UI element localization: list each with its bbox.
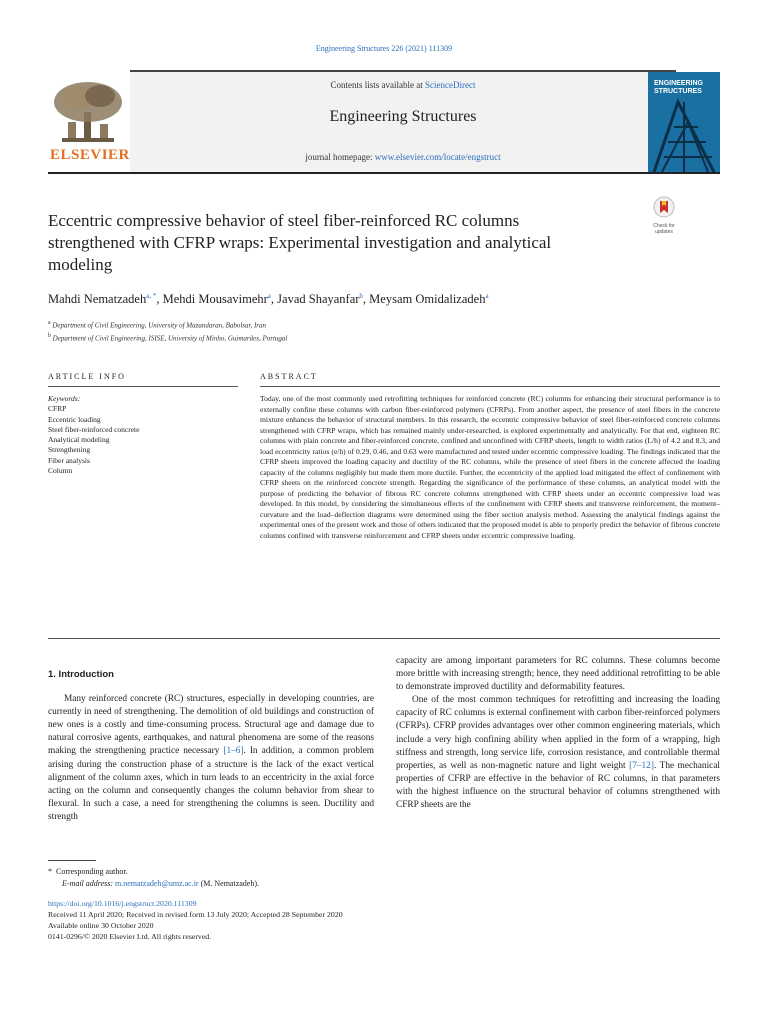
author-name: Mehdi Mousavimehr <box>162 292 268 307</box>
right-column <box>396 655 720 812</box>
email-owner: (M. Nematzadeh). <box>198 879 260 888</box>
keyword: Column <box>48 466 73 476</box>
citation-link[interactable]: [7–12] <box>629 760 654 771</box>
sciencedirect-link[interactable]: ScienceDirect <box>425 80 476 90</box>
author-affiliation-mark[interactable]: b <box>359 292 363 300</box>
author-affiliation-mark[interactable]: a <box>267 292 271 300</box>
paragraph-text: . In addition, a common problem arising during the construction phase of a structure is the lack of the exact vertical alignment of the column axes, which in turn leads to an eccentricity in the axial force acting on the column and consequently changes the column behavior from shear to flexural. In such a case, a need for strengthening the columns is seen. Ductility and strength <box>48 746 374 822</box>
footnote-text: Corresponding author. <box>56 867 128 876</box>
contents-prefix: Contents lists available at <box>330 80 425 90</box>
author[interactable] <box>277 292 363 306</box>
paragraph-text: One of the most common techniques for retrofitting and increasing the loading capacity of RC columns is external confinement with carbon fiber-reinforced polymers (CFRPs). CFRP provides advantages over other common engineering materials, which include a very high confining ability when applied in the form of a wrapping, high stiffness and strength, long service life, corrosion resistance, and controllable thermal properties, as well as non-magnetic nature and light weight <box>396 695 720 771</box>
corresponding-author-note <box>48 866 378 878</box>
elsevier-tree-icon <box>48 78 128 148</box>
journal-homepage <box>130 152 676 162</box>
author-affiliation-mark[interactable]: a, * <box>146 292 157 300</box>
keyword: Eccentric loading <box>48 414 101 424</box>
homepage-link[interactable]: www.elsevier.com/locate/engstruct <box>374 152 501 162</box>
intro-paragraph <box>48 693 374 824</box>
author-name: Meysam Omidalizadeh <box>369 292 486 307</box>
available-online: Available online 30 October 2020 <box>48 921 154 930</box>
masthead-rule <box>48 172 720 174</box>
author-name: Javad Shayanfar <box>277 292 360 307</box>
journal-citation[interactable]: Engineering Structures 226 (2021) 111309 <box>315 44 453 53</box>
contents-line <box>130 80 676 90</box>
intro-paragraph <box>396 694 720 812</box>
email-note <box>48 878 378 890</box>
paragraph-text: . The mechanical properties of CFRP are effective in the behavior of RC columns, in that parameters with the highest influence on the structural behavior of columns strengthened with CFRP sheets are the <box>396 760 720 811</box>
publication-info <box>48 898 720 942</box>
abstract-rule <box>260 386 720 387</box>
intro-paragraph: capacity are among important parameters for RC columns. These columns become more brittle with increasing strength; hence, they need additional retrofitting to be able to demonstrate improved ductility and deformability features. <box>396 656 720 693</box>
publisher-name: ELSEVIER <box>50 147 130 163</box>
author-name: Mahdi Nematzadeh <box>48 292 147 307</box>
author[interactable] <box>163 292 271 306</box>
footnote <box>48 866 378 890</box>
abstract-bottom-rule <box>48 638 720 639</box>
cover-title: ENGINEERING STRUCTURES <box>654 80 704 95</box>
author[interactable] <box>48 292 156 306</box>
footnote-mark: * <box>48 867 52 876</box>
keywords-label: Keywords: <box>48 394 81 403</box>
affiliation-text: Department of Civil Engineering, ISISE, University of Minho, Guimarães, Portugal <box>52 334 288 343</box>
abstract-text: Today, one of the most commonly used retrofitting techniques for reinforced concrete (RC) columns for enhancing their structural performance is to externally confine these columns with carbon fiber-reinforced polymers (CFRPs). From another aspect, the presence of steel fibers in the concrete mixture enhances the behavior of structural members. In this research, the eccentric compressive behavior of steel fiber-reinforced concrete columns strengthened with CFRP wraps, which has remained mainly under-researched, is explored experimentally and analytically. For that end, eighteen RC columns with plain concrete and fiber-reinforced concrete, confined and unconfined with CFRP sheets, length to width ratios (L/h) of 4.2 and 8.3, and load eccentricity ratios (e/h) of 0.29, 0.46, and 0.63 were manufactured and tested under eccentric compressive loading. The findings indicated that the CFRP sheets improved the loading capacity and ductility of the RC columns, while the presence of steel fibers in the concrete affected the loading capacity of the columns negligibly but made them more ductile. Further, the eccentricity of the applied load mitigated the effect of confinement with CFRP sheets on the reinforced concrete strength. Regarding the significance of the performance of these columns, an analytical model with the purpose of predicting the behavior of fibrous RC concrete columns strengthened with CFRP sheets under an eccentric compressive load was developed. In this model, by considering the simultaneous effects of the confinement with CFRP sheets and transverse reinforcement, the moment–curvature and the load–deflection diagrams were determined using the fiber section analysis method. Assessing the analytical findings against the experimental ones of the present work and those of others indicated that the proposed model is able to properly predict the behavior of fibrous concrete columns confined with transverse reinforcement and CFRP sheets under eccentric compressive loading. <box>260 394 720 540</box>
elsevier-logo[interactable] <box>48 78 128 170</box>
bookmark-icon <box>653 196 675 218</box>
copyright: 0141-0296/© 2020 Elsevier Ltd. All rights reserved. <box>48 932 212 941</box>
received-dates: Received 11 April 2020; Received in revised form 13 July 2020; Accepted 28 September 2020 <box>48 910 343 919</box>
affiliation-mark: a <box>48 320 51 326</box>
keyword: Fiber analysis <box>48 455 90 465</box>
cover-structure-graphic <box>648 72 720 172</box>
article-info-heading: ARTICLE INFO <box>48 372 126 381</box>
check-for-updates-button[interactable] <box>646 196 682 235</box>
citation-link[interactable]: [1–6] <box>223 746 244 757</box>
paragraph-text: Many reinforced concrete (RC) structures, especially in developing countries, are currently in need of strengthening. The demolition of old buildings and construction of new ones is a costly and time-consuming process. Structural age and damage due to natural corrosive agents, earthquakes, and natural phenomena are some of the reasons making the strengthening practice necessary <box>48 694 374 757</box>
affiliation-text: Department of Civil Engineering, University of Mazandaran, Babolsar, Iran <box>52 321 267 330</box>
article-title: Eccentric compressive behavior of steel fiber-reinforced RC columns strengthened with CFRP wraps: Experimental investigation and analytical modeling <box>48 211 552 274</box>
check-for-updates-label: Check for updates <box>653 223 675 235</box>
abstract-heading: ABSTRACT <box>260 372 318 381</box>
email-label: E-mail address: <box>62 879 116 888</box>
affiliation <box>48 318 720 331</box>
keywords-block <box>48 394 228 476</box>
footnote-rule <box>48 860 96 861</box>
journal-cover-image[interactable] <box>648 72 720 172</box>
keyword: Analytical modeling <box>48 435 110 445</box>
article-info-rule <box>48 386 238 387</box>
keyword: Strengthening <box>48 445 91 455</box>
keyword: CFRP <box>48 404 67 414</box>
author-list: Mahdi Nematzadeh$^{a, *}$, Mehdi Mousavimehr$^a$, Javad Shayanfar$^b$, Meysam Omidalizadeh$^a$ <box>48 292 489 307</box>
left-column <box>48 668 374 824</box>
journal-masthead <box>48 70 720 172</box>
affiliations <box>48 318 720 345</box>
keyword: Steel fiber-reinforced concrete <box>48 424 140 434</box>
doi-link[interactable]: https://doi.org/10.1016/j.engstruct.2020.111309 <box>48 899 197 908</box>
author-affiliation-mark[interactable]: a <box>485 292 489 300</box>
homepage-prefix: journal homepage: <box>305 152 375 162</box>
author[interactable] <box>369 292 488 306</box>
email-link[interactable]: m.nematzadeh@umz.ac.ir <box>115 879 199 888</box>
affiliation-mark: b <box>48 333 51 340</box>
section-heading-introduction: 1. Introduction <box>48 669 114 680</box>
affiliation <box>48 331 720 344</box>
journal-title: Engineering Structures <box>329 108 477 125</box>
